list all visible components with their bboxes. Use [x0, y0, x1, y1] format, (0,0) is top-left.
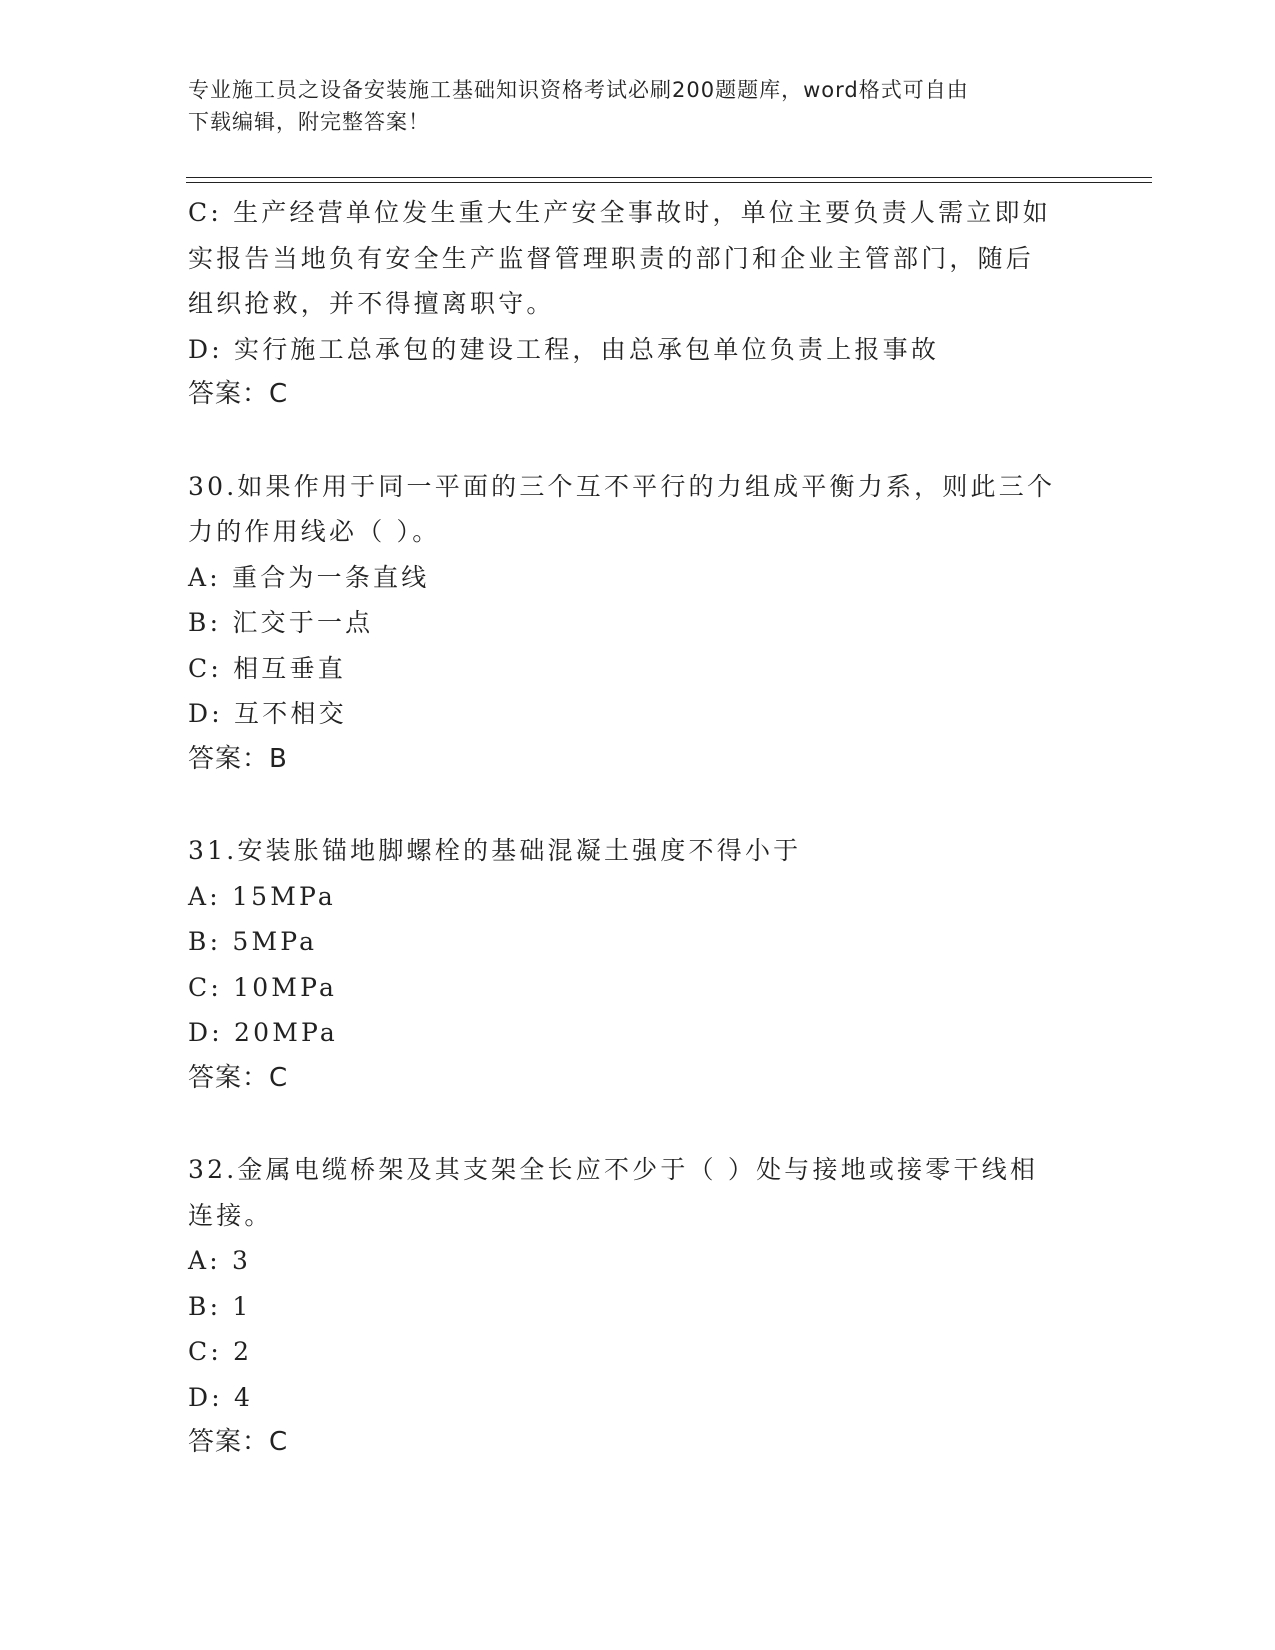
- option-b: B: 汇交于一点: [188, 608, 374, 637]
- question-stem-line-2: 连接。: [188, 1200, 273, 1230]
- question-stem-line-1: 31.安装胀锚地脚螺栓的基础混凝土强度不得小于: [188, 836, 802, 865]
- answer: 答案：C: [188, 1427, 289, 1457]
- answer: 答案：B: [188, 743, 288, 774]
- option-b: B: 5MPa: [188, 927, 318, 956]
- question-29-continued: [188, 190, 1088, 418]
- option-c: C: 2: [188, 1337, 253, 1366]
- question-spacer: [188, 782, 1088, 828]
- question-spacer: [188, 418, 1088, 464]
- question-content: [188, 190, 1088, 1466]
- option-c-line-3: 组织抢救，并不得擅离职守。: [188, 289, 555, 318]
- header-title-line-2: 下载编辑，附完整答案！: [188, 110, 430, 134]
- question-32: [188, 1147, 1088, 1466]
- question-spacer: [188, 1101, 1088, 1147]
- option-b: B: 1: [188, 1291, 252, 1321]
- option-d: D: 实行施工总承包的建设工程，由总承包单位负责上报事故: [188, 334, 940, 364]
- option-c: C: 10MPa: [188, 972, 338, 1002]
- option-d: D: 20MPa: [188, 1018, 339, 1047]
- header-title-line-1: 专业施工员之设备安装施工基础知识资格考试必刷200题题库，word格式可自由: [188, 78, 969, 102]
- header-divider-bottom: [186, 182, 1152, 183]
- option-a: A: 3: [188, 1246, 252, 1275]
- option-c-line-1: C: 生产经营单位发生重大生产安全事故时，单位主要负责人需立即如: [188, 198, 1051, 227]
- question-30: [188, 464, 1088, 783]
- option-c-line-2: 实报告当地负有安全生产监督管理职责的部门和企业主管部门，随后: [188, 243, 1035, 273]
- option-a: A: 15MPa: [188, 881, 337, 911]
- option-c: C: 相互垂直: [188, 653, 346, 683]
- document-header: [188, 74, 1068, 138]
- question-31: [188, 828, 1088, 1101]
- header-divider-top: [186, 177, 1152, 178]
- option-a: A: 重合为一条直线: [188, 562, 430, 592]
- question-stem-line-1: 32.金属电缆桥架及其支架全长应不少于（ ）处与接地或接零干线相: [188, 1155, 1039, 1184]
- question-stem-line-2: 力的作用线必（ ）。: [188, 517, 441, 546]
- answer: 答案：C: [188, 1062, 289, 1093]
- option-d: D: 互不相交: [188, 699, 347, 728]
- answer: 答案：C: [188, 379, 289, 409]
- question-stem-line-1: 30.如果作用于同一平面的三个互不平行的力组成平衡力系，则此三个: [188, 471, 1056, 501]
- option-d: D: 4: [188, 1382, 254, 1412]
